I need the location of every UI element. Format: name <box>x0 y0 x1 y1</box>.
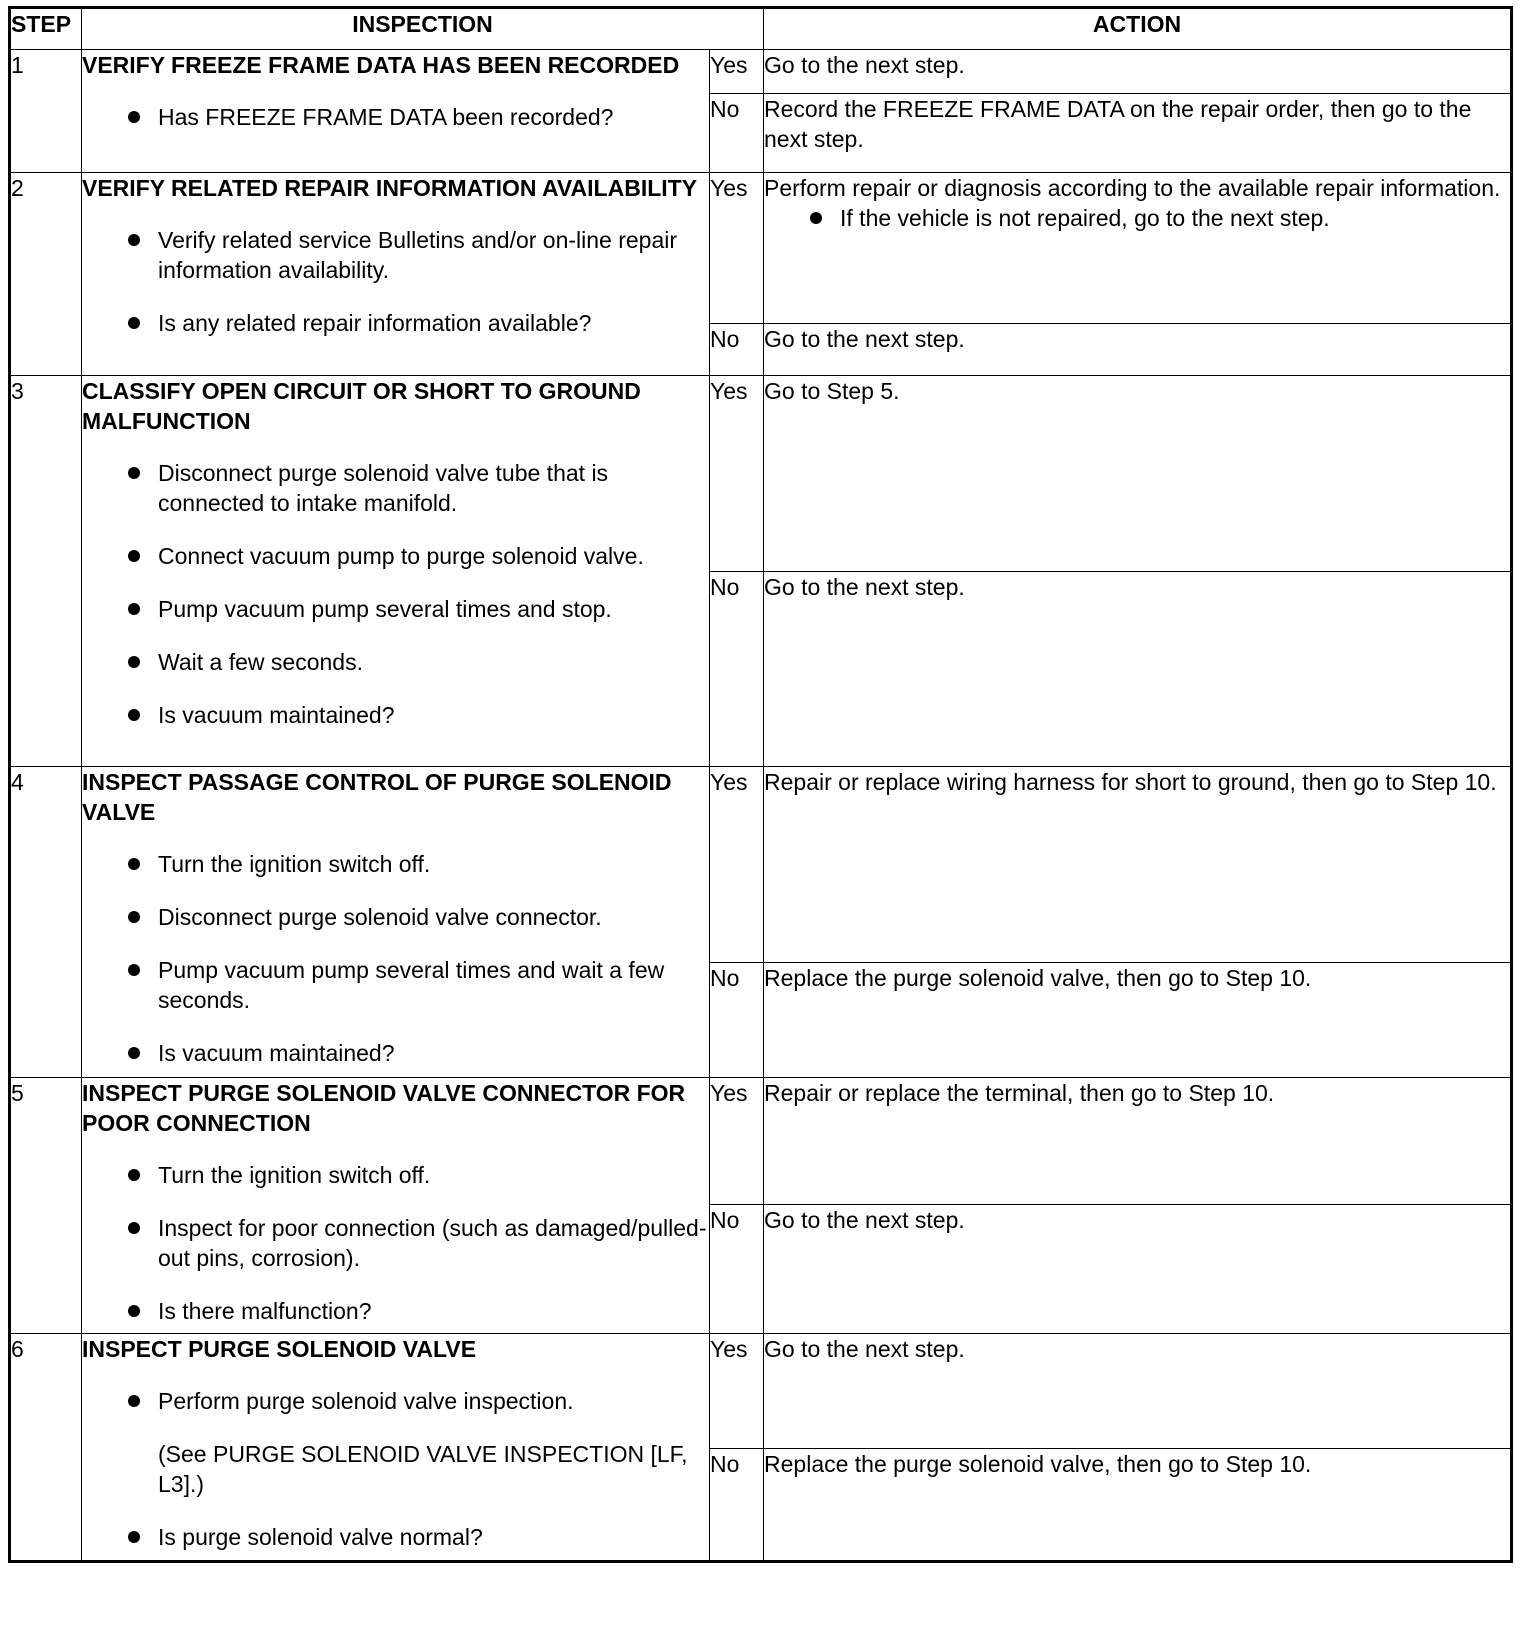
step-1-inspection <box>82 50 710 173</box>
bullet-icon <box>128 1531 140 1543</box>
step-5-yes-row <box>10 1078 1512 1205</box>
list-item: Has FREEZE FRAME DATA been recorded? <box>124 102 709 132</box>
bullet-icon <box>128 1169 140 1181</box>
list-item: Connect vacuum pump to purge solenoid valve. <box>124 541 709 571</box>
step-6-title: INSPECT PURGE SOLENOID VALVE <box>82 1336 477 1362</box>
list-item: If the vehicle is not repaired, go to the next step. <box>806 203 1510 233</box>
list-item: Pump vacuum pump several times and wait a few seconds. <box>124 955 709 1015</box>
step-6-yes-row <box>10 1334 1512 1449</box>
header-row <box>10 8 1512 50</box>
step-1-yes-row <box>10 50 1512 94</box>
bullet-icon <box>128 467 140 479</box>
step-1-yes-action: Go to the next step. <box>764 50 1512 94</box>
step-3-no-label: No <box>710 572 764 767</box>
step-2-title: VERIFY RELATED REPAIR INFORMATION AVAILABILITY <box>82 175 698 201</box>
bullet-icon <box>128 858 140 870</box>
list-item: Disconnect purge solenoid valve connector. <box>124 902 709 932</box>
diagnostic-table <box>8 6 1513 1563</box>
step-5-yes-label: Yes <box>710 1078 764 1205</box>
step-6-number: 6 <box>10 1334 82 1562</box>
step-2-yes-row <box>10 173 1512 324</box>
list-item: Is purge solenoid valve normal? <box>124 1522 709 1552</box>
step-2-yes-label: Yes <box>710 173 764 324</box>
step-2-inspection <box>82 173 710 376</box>
step-1-number: 1 <box>10 50 82 173</box>
step-6-yes-action: Go to the next step. <box>764 1334 1512 1449</box>
header-inspection: INSPECTION <box>82 8 764 50</box>
step-5-title: INSPECT PURGE SOLENOID VALVE CONNECTOR FOR POOR CONNECTION <box>82 1080 686 1136</box>
step-4-title: INSPECT PASSAGE CONTROL OF PURGE SOLENOID VALVE <box>82 769 672 825</box>
step-3-yes-label: Yes <box>710 376 764 572</box>
step-4-bullets <box>82 849 709 1068</box>
step-4-no-action: Replace the purge solenoid valve, then go to Step 10. <box>764 963 1512 1078</box>
step-4-yes-label: Yes <box>710 767 764 963</box>
bullet-icon <box>128 1222 140 1234</box>
step-5-number: 5 <box>10 1078 82 1334</box>
list-item: Is vacuum maintained? <box>124 700 709 730</box>
list-item: Inspect for poor connection (such as damaged/pulled-out pins, corrosion). <box>124 1213 709 1273</box>
step-6-no-label: No <box>710 1449 764 1562</box>
bullet-icon <box>128 603 140 615</box>
bullet-icon <box>128 317 140 329</box>
list-item: Wait a few seconds. <box>124 647 709 677</box>
list-item-note <box>124 1439 709 1499</box>
step-6-bullets <box>82 1386 709 1552</box>
step-3-inspection <box>82 376 710 767</box>
step-4-number: 4 <box>10 767 82 1078</box>
list-item: Turn the ignition switch off. <box>124 1160 709 1190</box>
bullet-icon <box>128 550 140 562</box>
step-5-inspection <box>82 1078 710 1334</box>
step-2-bullets <box>82 225 709 338</box>
list-item: Pump vacuum pump several times and stop. <box>124 594 709 624</box>
step-3-title: CLASSIFY OPEN CIRCUIT OR SHORT TO GROUND MALFUNCTION <box>82 378 641 434</box>
step-5-no-action: Go to the next step. <box>764 1205 1512 1334</box>
bullet-icon <box>128 656 140 668</box>
step-3-no-action: Go to the next step. <box>764 572 1512 767</box>
step-2-number: 2 <box>10 173 82 376</box>
step-6-yes-label: Yes <box>710 1334 764 1449</box>
header-step: STEP <box>10 8 82 50</box>
step-5-yes-action: Repair or replace the terminal, then go to Step 10. <box>764 1078 1512 1205</box>
bullet-icon <box>128 1047 140 1059</box>
list-item: Is any related repair information available? <box>124 308 709 338</box>
bullet-icon <box>810 212 822 224</box>
step-4-yes-row <box>10 767 1512 963</box>
step-3-yes-action: Go to Step 5. <box>764 376 1512 572</box>
list-item: Is vacuum maintained? <box>124 1038 709 1068</box>
step-2-yes-action-text: Perform repair or diagnosis according to the available repair information. <box>764 175 1501 201</box>
step-1-no-action: Record the FREEZE FRAME DATA on the repair order, then go to the next step. <box>764 94 1512 173</box>
step-1-no-label: No <box>710 94 764 173</box>
step-4-no-label: No <box>710 963 764 1078</box>
step-5-no-label: No <box>710 1205 764 1334</box>
list-item: Turn the ignition switch off. <box>124 849 709 879</box>
step-3-bullets <box>82 458 709 730</box>
header-action: ACTION <box>764 8 1512 50</box>
bullet-icon <box>128 964 140 976</box>
list-item: Perform purge solenoid valve inspection. <box>124 1386 709 1416</box>
step-4-yes-action: Repair or replace wiring harness for short to ground, then go to Step 10. <box>764 767 1512 963</box>
list-item: Disconnect purge solenoid valve tube that is connected to intake manifold. <box>124 458 709 518</box>
step-2-yes-action-bullets <box>764 203 1510 233</box>
step-6-see-reference: (See PURGE SOLENOID VALVE INSPECTION [LF, L3].) <box>158 1441 688 1497</box>
step-3-number: 3 <box>10 376 82 767</box>
step-1-title: VERIFY FREEZE FRAME DATA HAS BEEN RECORDED <box>82 52 680 78</box>
step-6-no-action: Replace the purge solenoid valve, then go to Step 10. <box>764 1449 1512 1562</box>
bullet-icon <box>128 709 140 721</box>
step-6-inspection <box>82 1334 710 1562</box>
step-1-bullets <box>82 102 709 132</box>
list-item: Verify related service Bulletins and/or on-line repair information availability. <box>124 225 709 285</box>
step-2-yes-action <box>764 173 1512 324</box>
list-item: Is there malfunction? <box>124 1296 709 1326</box>
step-5-bullets <box>82 1160 709 1326</box>
bullet-icon <box>128 234 140 246</box>
bullet-icon <box>128 1305 140 1317</box>
bullet-icon <box>128 911 140 923</box>
step-1-yes-label: Yes <box>710 50 764 94</box>
diagnostic-procedure-sheet <box>8 6 1513 1563</box>
step-2-no-label: No <box>710 324 764 376</box>
bullet-icon <box>128 1395 140 1407</box>
step-3-yes-row <box>10 376 1512 572</box>
step-2-no-action: Go to the next step. <box>764 324 1512 376</box>
bullet-icon <box>128 111 140 123</box>
step-4-inspection <box>82 767 710 1078</box>
